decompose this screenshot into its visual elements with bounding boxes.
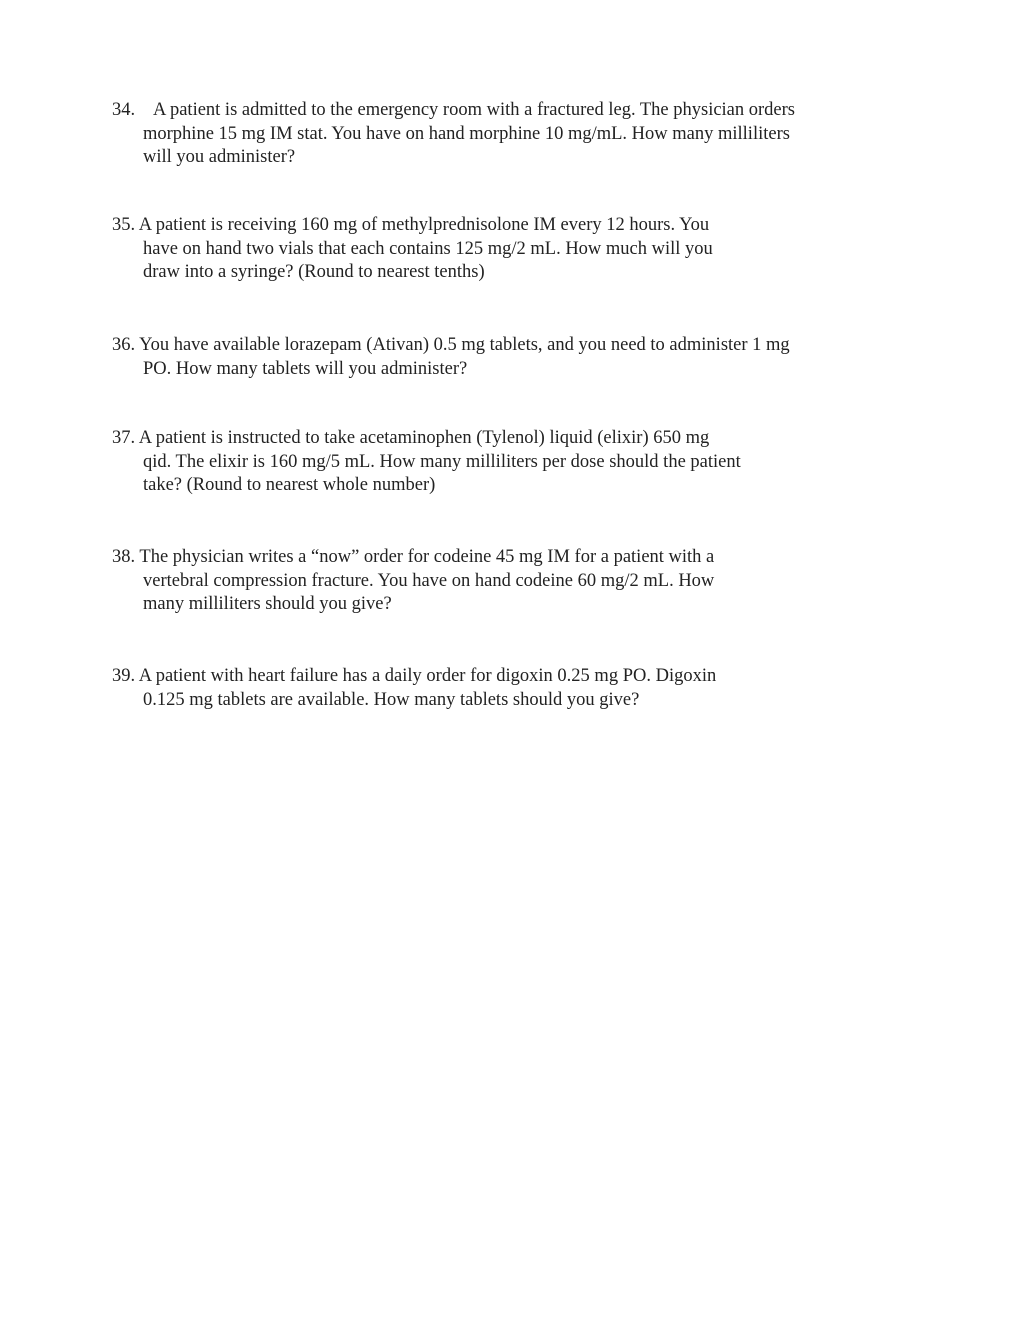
question-text: A patient is admitted to the emergency room with a fractured leg. The physician orders — [153, 100, 795, 120]
question-37 — [112, 427, 872, 498]
question-text: You have available lorazepam (Ativan) 0.5 mg tablets, and you need to administer 1 mg — [139, 335, 790, 355]
question-number: 38. — [112, 547, 136, 567]
question-39 — [112, 665, 872, 712]
question-35 — [112, 214, 872, 285]
question-38 — [112, 546, 872, 617]
question-line: morphine 15 mg IM stat. You have on hand morphine 10 mg/mL. How many milliliters — [143, 123, 790, 144]
question-number: 37. — [112, 428, 136, 448]
question-number: 36. — [112, 335, 136, 355]
question-line: many milliliters should you give? — [143, 594, 392, 614]
question-34 — [112, 99, 872, 170]
question-line — [112, 427, 872, 451]
question-line: 0.125 mg tablets are available. How many tablets should you give? — [143, 689, 640, 710]
question-text: A patient is receiving 160 mg of methylprednisolone IM every 12 hours. You — [138, 215, 710, 235]
question-line — [112, 665, 872, 689]
question-line — [112, 546, 872, 570]
question-line: take? (Round to nearest whole number) — [143, 475, 436, 495]
question-line: PO. How many tablets will you administer? — [143, 358, 468, 379]
question-line: have on hand two vials that each contains 125 mg/2 mL. How much will you — [143, 238, 713, 259]
question-line: qid. The elixir is 160 mg/5 mL. How many milliliters per dose should the patient — [143, 451, 741, 472]
question-36 — [112, 334, 872, 381]
question-number: 39. — [112, 666, 136, 686]
question-line — [112, 99, 872, 123]
question-line — [112, 214, 872, 238]
question-number: 35. — [112, 215, 136, 235]
question-line — [112, 334, 872, 358]
question-line: will you administer? — [143, 147, 296, 167]
question-text: A patient with heart failure has a daily order for digoxin 0.25 mg PO. Digoxin — [138, 666, 717, 686]
question-text: A patient is instructed to take acetaminophen (Tylenol) liquid (elixir) 650 mg — [138, 428, 710, 448]
question-line: draw into a syringe? (Round to nearest tenths) — [143, 262, 485, 282]
question-number: 34. — [112, 100, 136, 120]
question-line: vertebral compression fracture. You have on hand codeine 60 mg/2 mL. How — [143, 570, 715, 591]
question-text: The physician writes a “now” order for codeine 45 mg IM for a patient with a — [139, 547, 715, 567]
